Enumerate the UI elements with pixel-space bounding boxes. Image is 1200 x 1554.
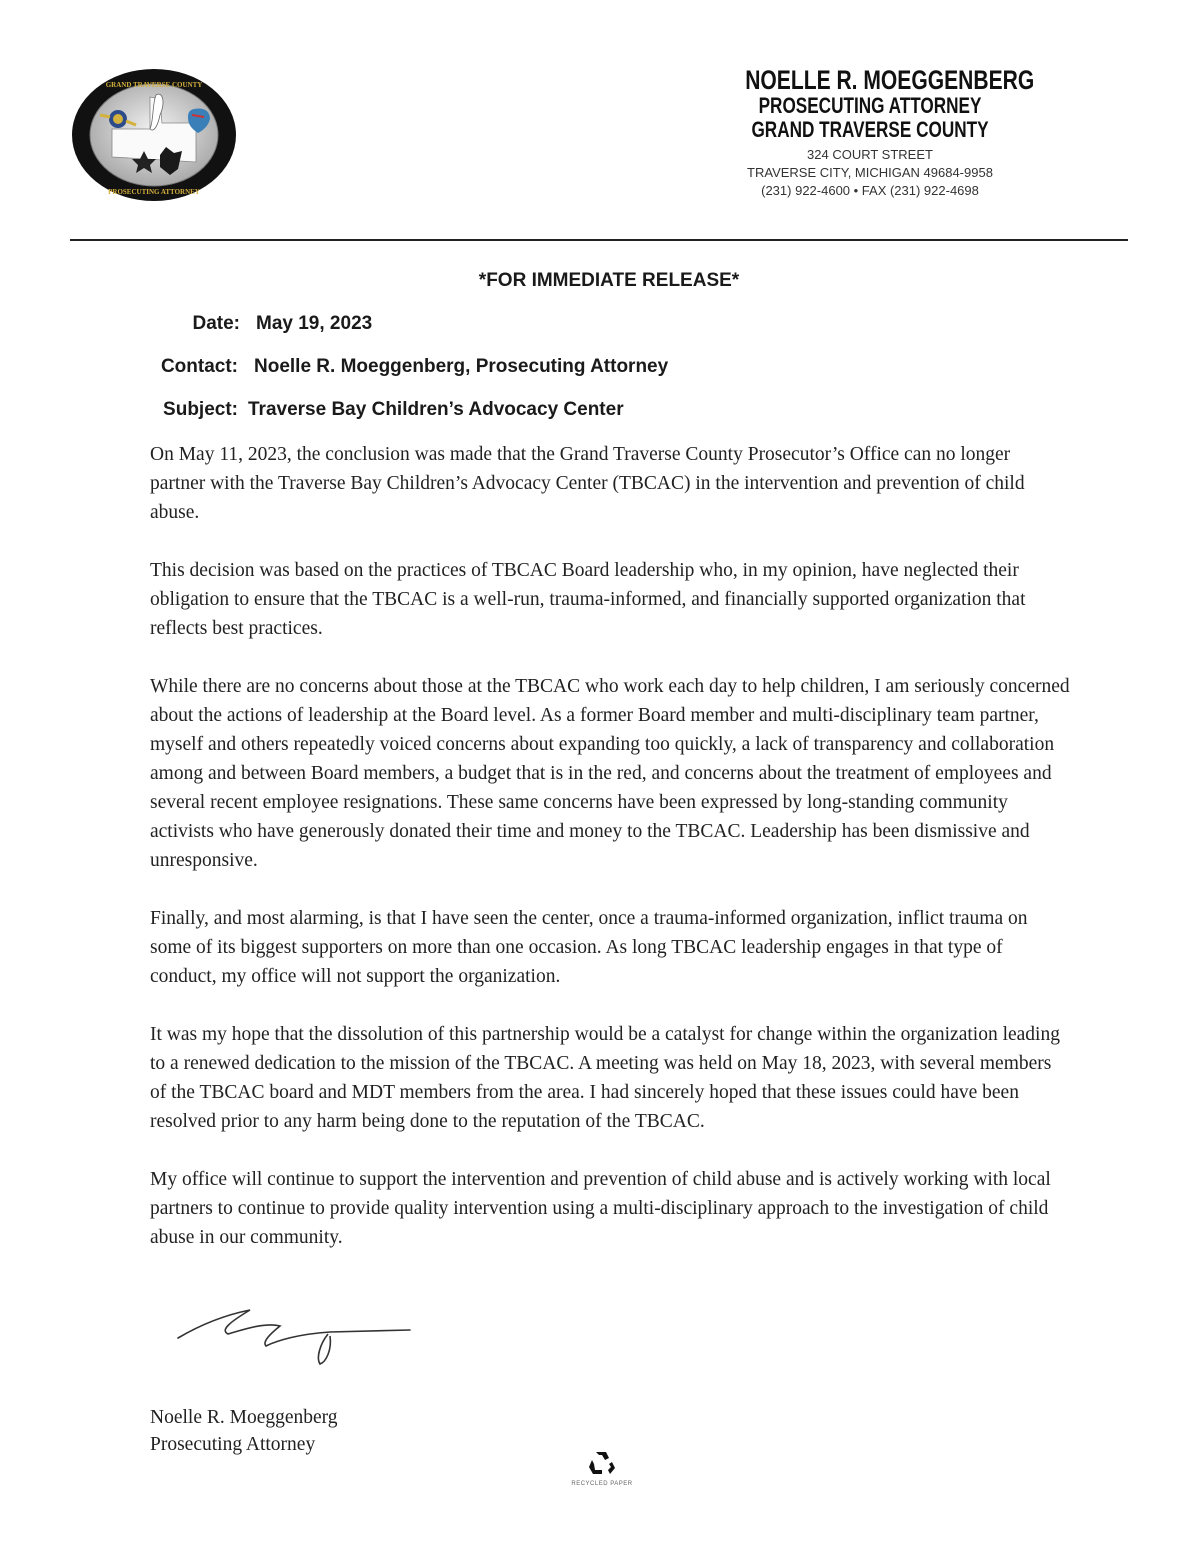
contact-row <box>150 356 668 378</box>
subject-value: Traverse Bay Children’s Advocacy Center <box>248 399 624 420</box>
recycled-paper-mark <box>562 1450 642 1487</box>
svg-text:PROSECUTING ATTORNEY: PROSECUTING ATTORNEY <box>108 188 200 196</box>
subject-label: Subject: <box>163 399 238 420</box>
office-title: PROSECUTING ATTORNEY <box>758 93 982 118</box>
address-city: TRAVERSE CITY, MICHIGAN 49684-9958 <box>747 165 993 180</box>
press-release-body <box>150 440 1070 1281</box>
signature-block <box>150 1404 338 1458</box>
paragraph: Finally, and most alarming, is that I have seen the center, once a trauma-informed organization, inflict trauma on some of its biggest supporters on more than one occasion. As long TBCAC leadership engages in that type of conduct, my office will not support the organization. <box>150 908 1028 987</box>
paragraph: While there are no concerns about those at the TBCAC who work each day to help children, I am seriously concerned about the actions of leadership at the Board level. As a former Board member and multi-disciplinary team partner, myself and others repeatedly voiced concerns about expanding too quickly, a lack of transparency and collaboration among and between Board members, a budget that is in the red, and concerns about the treatment of employees and several recent employee resignations. These same concerns have been expressed by long-standing community activists who have generously donated their time and money to the TBCAC. Leadership has been dismissive and unresponsive. <box>150 676 1070 871</box>
office-address <box>710 146 1030 200</box>
letterhead <box>710 65 1035 200</box>
attorney-name: NOELLE R. MOEGGENBERG <box>745 65 1035 95</box>
date-value: May 19, 2023 <box>256 313 373 334</box>
date-label: Date: <box>192 313 240 334</box>
paragraph: This decision was based on the practices of TBCAC Board leadership who, in my opinion, have neglected their obligation to ensure that the TBCAC is a well-run, trauma-informed, and financially supported organization that reflects best practices. <box>150 560 1026 639</box>
recycle-label: RECYCLED PAPER <box>571 1481 633 1487</box>
contact-value: Noelle R. Moeggenberg, Prosecuting Attorney <box>254 356 669 377</box>
county-seal-icon <box>70 67 238 203</box>
signer-title: Prosecuting Attorney <box>150 1434 316 1455</box>
recycle-icon <box>588 1450 616 1476</box>
phone-fax: (231) 922-4600 • FAX (231) 922-4698 <box>761 183 979 198</box>
contact-label: Contact: <box>160 356 238 377</box>
county-name: GRAND TRAVERSE COUNTY <box>751 117 989 142</box>
paragraph: On May 11, 2023, the conclusion was made that the Grand Traverse County Prosecutor’s Office can no longer partner with the Traverse Bay Children’s Advocacy Center (TBCAC) in the intervention and prevention of child abuse. <box>150 444 1025 523</box>
svg-text:GRAND TRAVERSE COUNTY: GRAND TRAVERSE COUNTY <box>105 81 203 89</box>
paragraph: My office will continue to support the intervention and prevention of child abuse and is actively working with local partners to continue to provide quality intervention using a multi-disciplinary approach to the investigation of child abuse in our community. <box>150 1169 1051 1248</box>
subject-row <box>150 399 624 421</box>
signer-name: Noelle R. Moeggenberg <box>150 1407 338 1428</box>
header-divider <box>70 239 1128 241</box>
address-street: 324 COURT STREET <box>807 147 933 162</box>
release-banner: *FOR IMMEDIATE RELEASE* <box>478 270 740 291</box>
signature-icon <box>170 1300 420 1375</box>
date-row <box>170 313 372 335</box>
paragraph: It was my hope that the dissolution of this partnership would be a catalyst for change within the organization leading to a renewed dedication to the mission of the TBCAC. A meeting was held on May 18, 2023, with several members of the TBCAC board and MDT members from the area. I had sincerely hoped that these issues could have been resolved prior to any harm being done to the reputation of the TBCAC. <box>150 1024 1060 1132</box>
